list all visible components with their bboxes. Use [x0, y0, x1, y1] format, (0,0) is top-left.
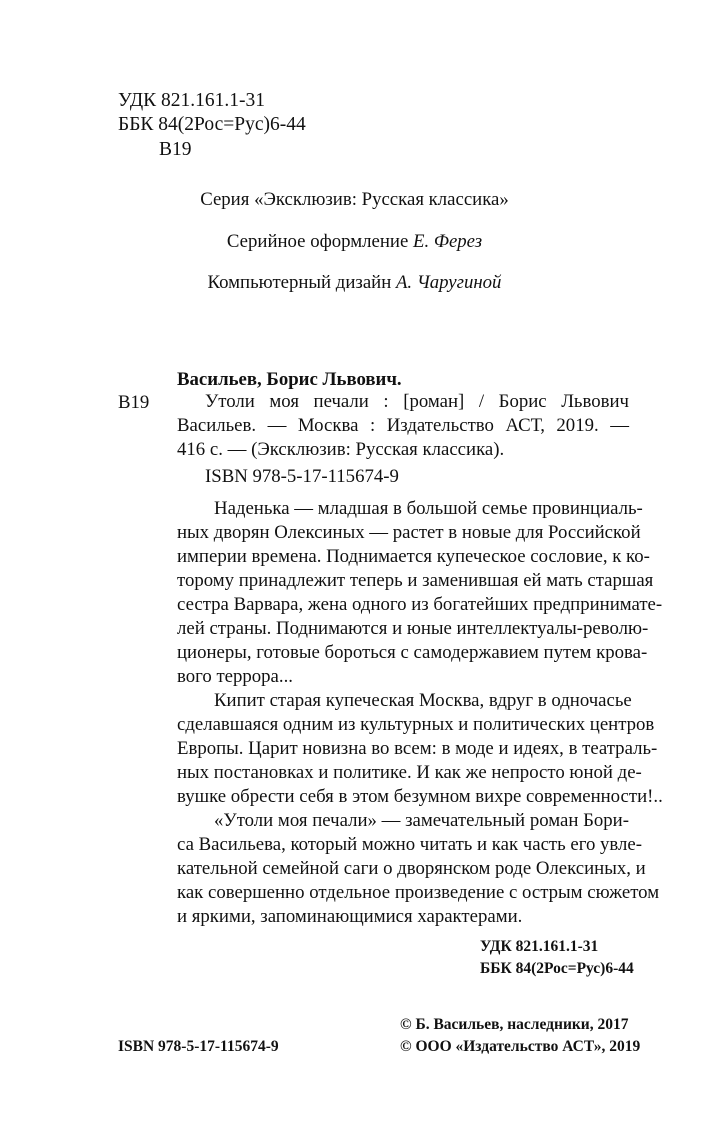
annotation-line: Наденька — младшая в большой семье провинциаль-	[214, 498, 643, 519]
copyright-publisher: © ООО «Издательство АСТ», 2019	[400, 1038, 641, 1055]
series-design-line	[0, 231, 709, 253]
annotation-line: «Утоли моя печали» — замечательный роман Бори-	[214, 810, 629, 831]
annotation-line: и яркими, запоминающимися характерами.	[177, 906, 523, 927]
annotation-line: са Васильева, который можно читать и как часть его увле-	[177, 834, 643, 855]
author-heading: Васильев, Борис Львович.	[177, 369, 402, 390]
record-isbn: ISBN 978-5-17-115674-9	[205, 466, 399, 487]
record-mark: В19	[118, 392, 150, 413]
record-line: Васильев. — Москва : Издательство АСТ, 2019. —	[177, 415, 629, 436]
record-line: 416 с. — (Эксклюзив: Русская классика).	[177, 439, 505, 460]
annotation-line: торому принадлежит теперь и заменившая ей мать старшая	[177, 570, 654, 591]
copyright-author: © Б. Васильев, наследники, 2017	[400, 1016, 629, 1033]
annotation-line: вушке обрести себя в этом безумном вихре современности!..	[177, 786, 663, 807]
series-line: Серия «Эксклюзив: Русская классика»	[200, 189, 509, 210]
annotation-line: империи времена. Поднимается купеческое сословие, к ко-	[177, 546, 650, 567]
annotation-line: ционеры, готовые бороться с самодержавием путем крова-	[177, 642, 648, 663]
author-mark: В19	[159, 139, 192, 160]
computer-design-name: А. Чаругиной	[395, 272, 502, 293]
annotation-line: Европы. Царит новизна во всем: в моде и идеях, в театраль-	[177, 738, 658, 759]
annotation-line: как совершенно отдельное произведение с острым сюжетом	[177, 882, 660, 903]
annotation-line: сделавшаяся одним из культурных и политических центров	[177, 714, 655, 735]
annotation-line: вого террора...	[177, 666, 293, 687]
annotation-line: лей страны. Поднимаются и юные интеллектуалы-револю-	[177, 618, 649, 639]
footer-bbk: ББК 84(2Рос=Рус)6-44	[480, 960, 634, 977]
annotation-line: сестра Варвара, жена одного из богатейших предпринимате-	[177, 594, 663, 615]
series-design-name: Е. Ферез	[412, 231, 483, 252]
footer-isbn: ISBN 978-5-17-115674-9	[118, 1038, 279, 1055]
annotation-line: ных дворян Олексиных — растет в новые для Российской	[177, 522, 641, 543]
record-line: Утоли моя печали : [роман] / Борис Львович	[205, 391, 629, 412]
computer-design-label: Компьютерный дизайн	[207, 272, 396, 293]
annotation-line: Кипит старая купеческая Москва, вдруг в одночасье	[214, 690, 632, 711]
bbk-code: ББК 84(2Рос=Рус)6-44	[118, 114, 306, 135]
computer-design-line	[0, 272, 709, 294]
annotation-line: ных постановках и политике. И как же непросто юной де-	[177, 762, 642, 783]
annotation-line: кательной семейной саги о дворянском роде Олексиных, и	[177, 858, 646, 879]
footer-udk: УДК 821.161.1-31	[480, 938, 599, 955]
udk-code: УДК 821.161.1-31	[118, 90, 266, 111]
series-design-label: Серийное оформление	[226, 231, 413, 252]
